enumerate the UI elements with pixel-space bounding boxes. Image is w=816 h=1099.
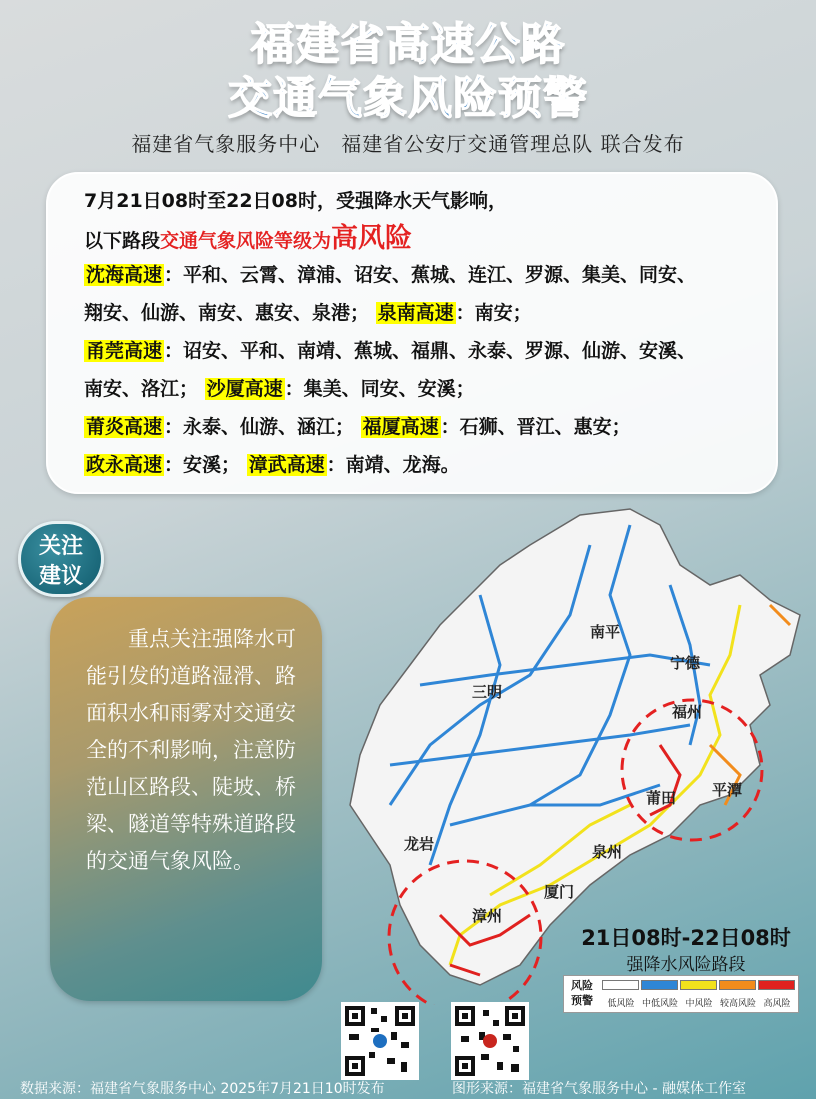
advice-card [50,597,322,1001]
road-places: ：诏安、平和、南靖、蕉城、福鼎、永泰、罗源、仙游、安溪、 [164,340,697,362]
page-title-line2: 交通气象风险预警 [228,73,588,124]
road-line-6 [84,450,460,477]
road-line-5 [84,412,631,439]
qr-code [451,1002,529,1080]
road-places: ：南靖、龙海。 [326,454,460,476]
warning-notice-card [46,172,778,494]
legend-swatch [719,980,756,990]
legend-swatch [602,980,639,990]
city-label: 厦门 [544,883,575,901]
road-places: ：石狮、晋江、惠安； [440,416,631,438]
road-line-1 [84,260,696,287]
legend-swatch [641,980,678,990]
risk-legend [563,975,799,1013]
city-label: 宁德 [670,654,701,672]
notice-prefix: 以下路段 [84,230,161,252]
city-label: 平潭 [712,781,743,799]
province-shape [350,509,800,985]
qr-code [341,1002,419,1080]
road-places: ：安溪； [164,454,241,476]
advice-badge [18,521,104,597]
legend-swatch [680,980,717,990]
notice-level-value: 高风险 [331,223,413,254]
legend-label: 中低风险 [641,999,678,1009]
legend-swatch [758,980,795,990]
road-line-4 [84,374,475,401]
legend-label: 中风险 [685,999,713,1009]
road-name: 漳武高速 [248,454,325,476]
notice-level-label: 交通气象风险等级为 [160,230,332,252]
road-places: 南安、洛江； [84,378,199,400]
publisher-line: 福建省气象服务中心 福建省公安厅交通管理总队 联合发布 [131,132,685,156]
notice-level-line [84,216,412,255]
city-label: 福州 [672,703,703,721]
road-places: ：永泰、仙游、涵江； [164,416,355,438]
road-name: 福厦高速 [362,416,439,438]
data-source: 数据来源：福建省气象服务中心 2025年7月21日10时发布 [20,1081,385,1097]
road-name: 沙厦高速 [206,378,283,400]
road-places: ：集美、同安、安溪； [284,378,475,400]
city-label: 漳州 [472,907,503,925]
road-name: 泉南高速 [377,302,454,324]
advice-text: 重点关注强降水可能引发的道路湿滑、路面积水和雨雾对交通安全的不利影响，注意防范山区路段、陡坡、桥梁、隧道等特殊道路段的交通气象风险。 [86,627,296,873]
road-line-3 [84,336,696,363]
road-name: 政永高速 [86,454,163,476]
road-name: 沈海高速 [86,264,163,286]
legend-title: 风险预警 [571,979,593,1007]
map-subtitle: 强降水风险路段 [626,955,746,975]
legend-label: 较高风险 [719,999,756,1009]
city-label: 南平 [590,623,621,641]
map-period: 21日08时-22日08时 [581,926,791,950]
road-name: 甬莞高速 [86,340,163,362]
city-label: 龙岩 [404,835,435,853]
road-places: 翔安、仙游、南安、惠安、泉港； [84,302,370,324]
notice-time-line: 7月21日08时至22日08时，受强降水天气影响， [84,190,507,212]
graphic-source: 图形来源：福建省气象服务中心 - 融媒体工作室 [452,1081,746,1097]
legend-label: 高风险 [763,999,791,1009]
city-label: 泉州 [592,843,623,861]
city-label: 莆田 [646,789,677,807]
road-name: 莆炎高速 [86,416,163,438]
road-places: ：南安； [455,302,532,324]
advice-badge-line2: 建议 [38,564,83,589]
road-line-2 [84,298,532,325]
city-label: 三明 [472,683,503,701]
page-title-line1: 福建省高速公路 [250,19,566,70]
advice-badge-line1: 关注 [38,534,83,559]
road-places: ：平和、云霄、漳浦、诏安、蕉城、连江、罗源、集美、同安、 [164,264,697,286]
legend-label: 低风险 [607,999,635,1009]
